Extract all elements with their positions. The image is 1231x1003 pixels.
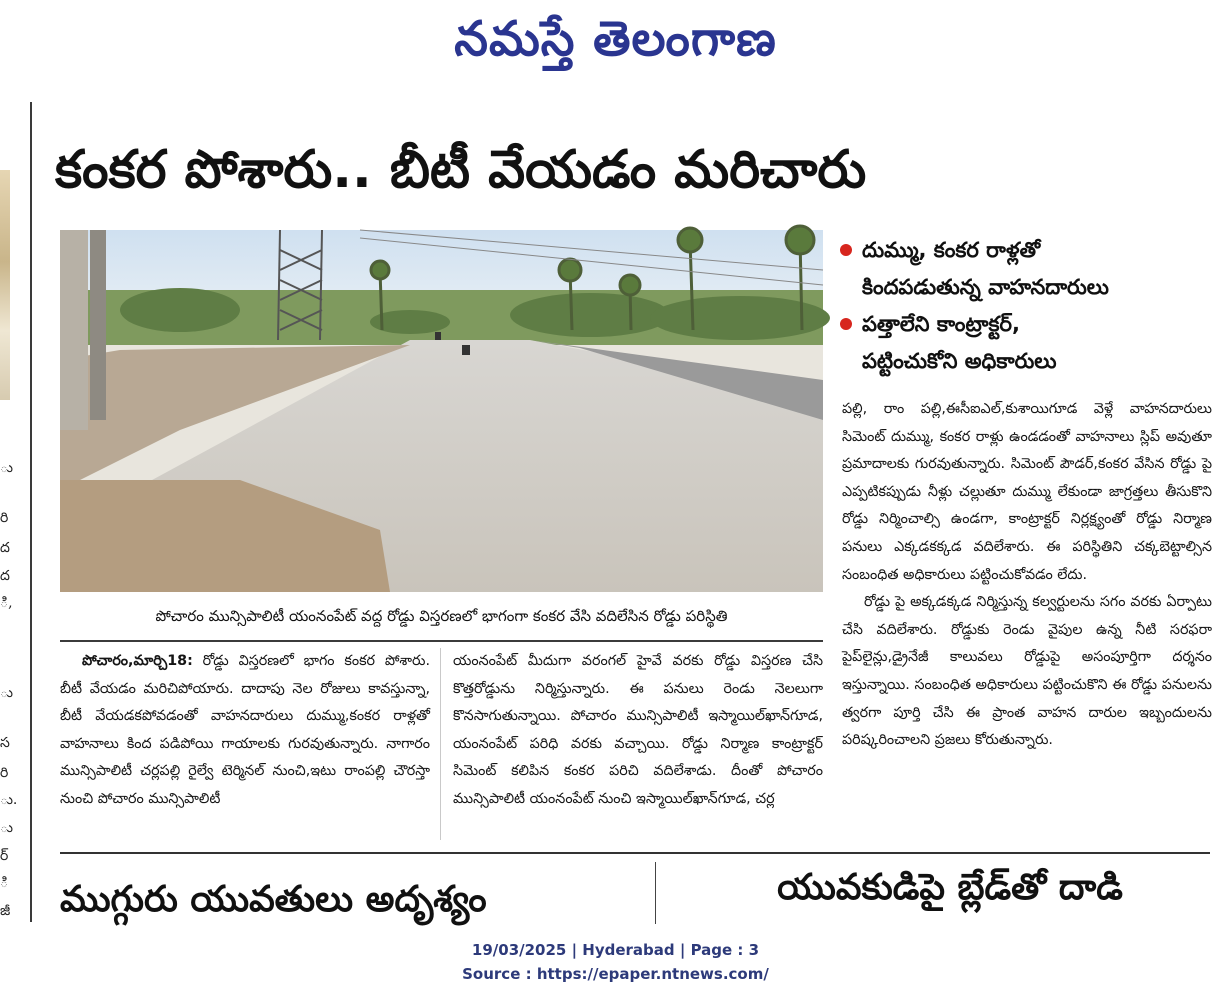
secondary-headline: ముగ్గురు యువతులు అదృశ్యం [60,879,487,920]
column-divider [440,648,441,840]
tertiary-headline: యువకుడిపై బ్లేడ్‌తో దాడి [777,867,1123,908]
highlight-line: పట్టించుకోని అధికారులు [862,349,1057,373]
highlight-item [840,232,1210,306]
red-bullet-icon [840,318,852,330]
caption-divider [60,640,823,642]
article-column-1 [60,648,430,814]
page-footer [0,938,1231,986]
edge-char: ర్ [0,848,9,864]
page-frame-rule [30,102,32,922]
edge-char: ు [0,820,13,836]
edge-char: రి [0,510,9,526]
highlight-bullets [840,232,1210,380]
newspaper-masthead: నమస్తే తెలంగాణ [454,11,777,67]
edge-char: ి [0,875,9,891]
edge-char: ు [0,460,13,476]
highlight-item [840,306,1210,380]
article-paragraph: పల్లి, రాం పల్లి,ఈసీఐఎల్,కుశాయిగూడ వెళ్లే వాహనదారులు సిమెంట్ దుమ్ము, కంకర రాళ్లు ఉండడంతో వాహనాలు స్లిప్ అవుతూ ప్రమాదాలకు గురవుతున్నారు. సిమెంట్ పౌడర్,కంకర వేసిన రోడ్డు పై ఎప్పటికప్పుడు నీళ్లు చల్లుతూ దుమ్ము లేకుండా జాగ్రత్తలు తీసుకొని రోడ్డు నిర్మించాల్సి ఉండగా, కాంట్రాక్టర్ నిర్లక్ష్యంతో రోడ్డు నిర్మాణ పనులు ఎక్కడకక్కడ వదిలేశారు. ఈ పరిస్థితిని చక్కబెట్టాల్సిన సంబంధిత అధికారులు పట్టించుకోవడం లేదు. [842,401,1212,583]
photo-caption: పోచారం మున్సిపాలిటీ యంనంపేట్ వద్ద రోడ్డు విస్తరణలో భాగంగా కంకర వేసి వదిలేసిన రోడ్డు పరిస్థితి [155,607,728,625]
main-headline: కంకర పోశారు.. బీటీ వేయడం మరిచారు [55,140,867,200]
edge-char: ద [0,540,10,556]
article-text: రోడ్డు విస్తరణలో భాగం కంకర పోశారు. బీటీ వేయడం మరిచిపోయారు. దాదాపు నెల రోజులు కావస్తున్నా, బీటీ వేయడకపోవడంతో వాహనదారులు దుమ్ము,కంకర రాళ్లతో వాహనాలు కింద పడిపోయి గాయాలకు గురవుతున్నారు. నాగారం మున్సిపాలిటీ చర్లపల్లి రైల్వే టెర్మినల్ నుంచి,ఇటు రాంపల్లి చౌరస్తా నుంచి పోచారం మున్సిపాలిటీ [60,653,430,807]
road-photo-illustration [60,230,823,592]
article-column-right [842,396,1212,755]
article-paragraph: రోడ్డు పై అక్కడక్కడ నిర్మిస్తున్న కల్వర్టులను సగం వరకు ఏర్పాటు చేసి వదిలేశారు. రోడ్డుకు రెండు వైపుల ఉన్న నీటి సరఫరా పైప్‌లైన్లు,డ్రైనేజీ కాలువలు రోడ్డుపై అసంపూర్తిగా దర్శనం ఇస్తున్నాయి. సంబంధిత అధికారులు పట్టించుకొని ఈ రోడ్డు పనులను త్వరగా పూర్తి చేసి ఈ ప్రాంత వాహన దారుల ఇబ్బందులను పరిష్కరించాలని ప్రజలు కోరుతున్నారు. [842,594,1212,749]
highlight-line: పత్తాలేని కాంట్రాక్టర్, [862,312,1020,336]
red-bullet-icon [840,244,852,256]
headline-separator [655,862,656,924]
article-column-2 [453,648,823,814]
edge-char: రి [0,765,9,781]
story-divider [60,852,1210,854]
dateline: పోచారం,మార్చి18: [82,653,193,669]
road-photo [60,230,823,592]
edge-char: ు [0,685,13,701]
edge-char: ు. [0,792,18,808]
edge-char: స [0,735,10,751]
adjacent-page-edge [0,170,18,930]
article-paragraph [60,648,430,814]
highlight-line: కిందపడుతున్న వాహనదారులు [862,275,1109,299]
highlight-line: దుమ్ము, కంకర రాళ్లతో [862,238,1041,262]
edge-char: ద [0,568,10,584]
footer-source-line: Source : https://epaper.ntnews.com/ [462,965,769,983]
edge-char: ి, [0,595,13,611]
edge-char: జీ [0,903,11,919]
adjacent-photo-strip [0,170,10,400]
article-paragraph: యంనంపేట్ మీదుగా వరంగల్ హైవే వరకు రోడ్డు విస్తరణ చేసి కొత్తరోడ్డును నిర్మిస్తున్నారు. ఈ పనులు రెండు నెలలుగా కొనసాగుతున్నాయి. పోచారం మున్సిపాలిటీ ఇస్మాయిల్‌ఖాన్‌గూడ, యంనంపేట్ పరిధి వరకు వచ్చాయి. రోడ్డు నిర్మాణ కాంట్రాక్టర్ సిమెంట్ కలిపిన కంకర పరిచి వదిలేశాడు. దీంతో పోచారం మున్సిపాలిటీ యంనంపేట్ నుంచి ఇస్మాయిల్‌ఖాన్‌గూడ, చర్ల [453,653,823,807]
footer-date-line: 19/03/2025 | Hyderabad | Page : 3 [471,941,760,959]
